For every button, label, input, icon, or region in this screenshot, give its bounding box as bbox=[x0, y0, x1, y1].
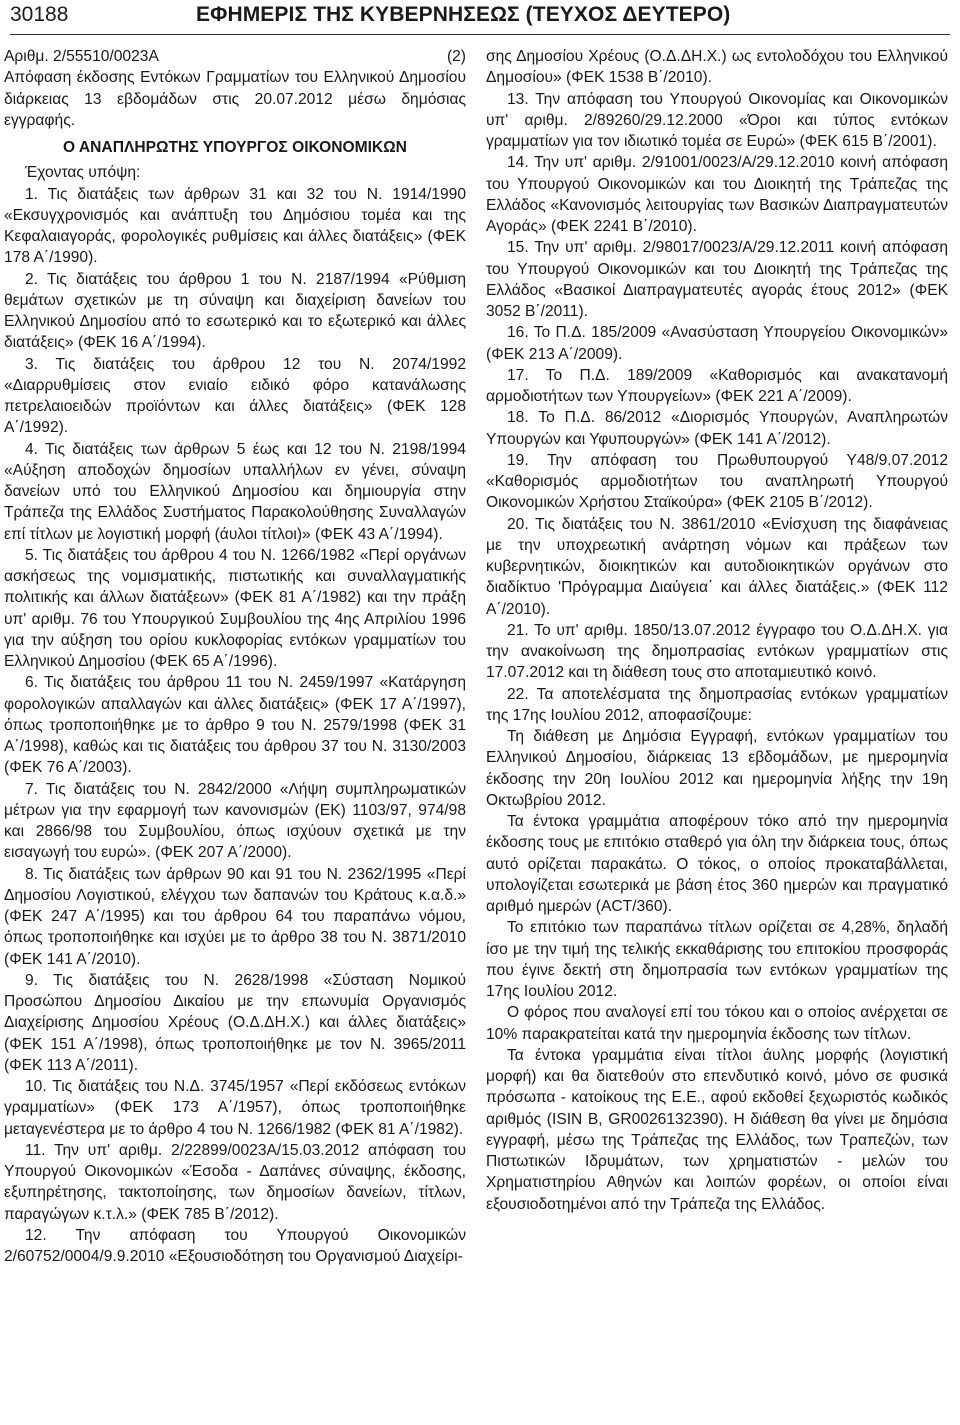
reference-number: Αριθμ. 2/55510/0023Α bbox=[4, 48, 159, 65]
legal-basis-item: 10. Τις διατάξεις του Ν.Δ. 3745/1957 «Περί εκδόσεως εντόκων γραμματίων» (ΦΕΚ 173 Α΄/1957), όπως τροποποιήθηκε μεταγενέστερα με το άρθρο 4 του Ν. 1266/1982 (ΦΕΚ 81 Α΄/1982). bbox=[4, 1078, 466, 1138]
legal-basis-item: 4. Τις διατάξεις των άρθρων 5 έως και 12 του Ν. 2198/1994 «Αύξηση αποδοχών δημοσίων υπαλλήλων εν γένει, σύναψη δανείων υπό του Ελληνικού Δημοσίου και δημιουργία στην Τράπεζα της Ελλάδος Συστήματος Παρακολούθησης Συναλλαγών επί τίτλων με λογιστική μορφή (άυλοι τίτλοι)» (ΦΕΚ 43 Α΄/1994). bbox=[4, 440, 466, 543]
issuing-authority: Ο ΑΝΑΠΛΗΡΩΤΗΣ ΥΠΟΥΡΓΟΣ ΟΙΚΟΝΟΜΙΚΩΝ bbox=[63, 139, 407, 156]
legal-basis-item: 1. Τις διατάξεις των άρθρων 31 και 32 του Ν. 1914/1990 «Εκσυγχρονισμός και ανάπτυξη του Δημόσιου τομέα και της Κεφαλαιαγοράς, φορολογικές ρυθμίσεις και άλλες διατάξεις» (ΦΕΚ 178 Α΄/1990). bbox=[4, 185, 466, 267]
decision-paragraph: Το επιτόκιο των παραπάνω τίτλων ορίζεται σε 4,28%, δηλαδή ίσο με την τιμή της τελικής εκκαθάρισης του επιτοκίου προσφοράς που έγινε δεκτή στη δημοπρασία των εντόκων γραμματίων της 17ης Ιουλίου 2012. bbox=[486, 919, 948, 1000]
decision-paragraph: Τη διάθεση με Δημόσια Εγγραφή, εντόκων γραμματίων του Ελληνικού Δημοσίου, διάρκειας 13 εβδομάδων, με ημερομηνία έκδοσης την 20η Ιουλίου 2012 και ημερομηνία λήξης την 19η Οκτωβρίου 2012. bbox=[486, 728, 948, 809]
legal-basis-item: 14. Την υπ' αριθμ. 2/91001/0023/Α/29.12.2010 κοινή απόφαση του Υπουργού Οικονομικών και του Διοικητή της Τράπεζας της Ελλάδος «Κανονισμός λειτουργίας των Βασικών Διαπραγματευτών Αγοράς» (ΦΕΚ 2241 Β΄/2010). bbox=[486, 154, 948, 235]
continued-paragraph: σης Δημοσίου Χρέους (Ο.Δ.ΔΗ.Χ.) ως εντολοδόχου του Ελληνικού Δημοσίου» (ΦΕΚ 1538 Β΄/2010). bbox=[486, 48, 948, 87]
legal-basis-item: 6. Τις διατάξεις του άρθρου 11 του Ν. 2459/1997 «Κατάργηση φορολογικών απαλλαγών και άλλες διατάξεις» (ΦΕΚ 17 Α΄/1997), όπως τροποποιήθηκε με το άρθρο 9 του Ν. 2579/1998 (ΦΕΚ 31 Α΄/1998), καθώς και τις διατάξεις του άρθρου 37 του Ν. 3130/2003 (ΦΕΚ 76 Α΄/2003). bbox=[4, 674, 466, 777]
right-column bbox=[486, 46, 948, 1215]
legal-basis-item: 11. Την υπ' αριθμ. 2/22899/0023Α/15.03.2012 απόφαση του Υπουργού Οικονομικών «Έσοδα - Δαπάνες σύναψης, έκδοσης, εξυπηρέτησης, τακτοποίησης, των δημοσίων δανείων, τίτλων, παραγώγων κ.τ.λ.» (ΦΕΚ 785 Β΄/2012). bbox=[4, 1141, 466, 1223]
legal-basis-item: 3. Τις διατάξεις του άρθρου 12 του Ν. 2074/1992 «Διαρρυθμίσεις στον ενιαίο ειδικό φόρο κατανάλωσης πετρελαιοειδών προϊόντων και άλλες διατάξεις» (ΦΕΚ 128 Α΄/1992). bbox=[4, 355, 466, 437]
legal-basis-item: 20. Τις διατάξεις του Ν. 3861/2010 «Ενίσχυση της διαφάνειας με την υποχρεωτική ανάρτηση νόμων και πράξεων των κυβερνητικών, διοικητικών και αυτοδιοικητικών οργάνων στο διαδίκτυο 'Πρόγραμμα Διαύγεια΄ και άλλες διατάξεις.» (ΦΕΚ 112 Α΄/2010). bbox=[486, 515, 948, 618]
legal-basis-item: 15. Την υπ' αριθμ. 2/98017/0023/Α/29.12.2011 κοινή απόφαση του Υπουργού Οικονομικών και του Διοικητή της Τράπεζας της Ελλάδος «Βασικοί Διαπραγματευτές αγοράς έτους 2012» (ΦΕΚ 3052 Β΄/2011). bbox=[486, 239, 948, 320]
legal-basis-item: 21. Το υπ' αριθμ. 1850/13.07.2012 έγγραφο του Ο.Δ.ΔΗ.Χ. για την ανακοίνωση της δημοπρασίας εντόκων γραμματίων στις 17.07.2012 και τη διάθεση τους στο αποταμιευτικό κοινό. bbox=[486, 621, 948, 682]
legal-basis-item: 18. Το Π.Δ. 86/2012 «Διορισμός Υπουργών, Αναπληρωτών Υπουργών και Υφυπουργών» (ΦΕΚ 141 Α΄/2012). bbox=[486, 409, 948, 448]
decision-subject: Απόφαση έκδοσης Εντόκων Γραμματίων του Ελληνικού Δημοσίου διάρκειας 13 εβδομάδων στις 20.07.2012 μέσω δημόσιας εγγραφής. bbox=[4, 69, 466, 129]
gazette-title: ΕΦΗΜΕΡΙΣ ΤΗΣ ΚΥΒΕΡΝΗΣΕΩΣ (ΤΕΥΧΟΣ ΔΕΥΤΕΡΟ) bbox=[196, 3, 731, 26]
legal-basis-item: 13. Την απόφαση του Υπουργού Οικονομίας και Οικονομικών υπ' αριθμ. 2/89260/29.12.2000 «Όροι και τύπος εντόκων γραμματίων για τον ιδιωτικό τομέα σε Ευρώ» (ΦΕΚ 615 Β΄/2001). bbox=[486, 90, 948, 150]
decision-paragraph: Ο φόρος που αναλογεί επί του τόκου και ο οποίος ανέρχεται σε 10% παρακρατείται κατά την ημερομηνία έκδοσης των τίτλων. bbox=[486, 1004, 948, 1043]
legal-basis-item: 8. Τις διατάξεις των άρθρων 90 και 91 του Ν. 2362/1995 «Περί Δημοσίου Λογιστικού, ελέγχου των δαπανών του Κράτους κ.α.δ.» (ΦΕΚ 247 Α΄/1995) και του άρθρου 64 του παραπάνω νόμου, όπως τροποποιήθηκε και ισχύει με το άρθρο 38 του Ν. 3871/2010 (ΦΕΚ 141 Α΄/2010). bbox=[4, 865, 466, 968]
legal-basis-item: 16. Το Π.Δ. 185/2009 «Ανασύσταση Υπουργείου Οικονομικών» (ΦΕΚ 213 Α΄/2009). bbox=[486, 324, 948, 363]
left-column bbox=[4, 46, 466, 1267]
legal-basis-item: 2. Τις διατάξεις του άρθρου 1 του Ν. 2187/1994 «Ρύθμιση θεμάτων σχετικών με τη σύναψη και διαχείριση δανείων του Ελληνικού Δημοσίου από το εσωτερικό και το εξωτερικό και άλλες διατάξεις» (ΦΕΚ 16 Α΄/1994). bbox=[4, 270, 466, 352]
legal-basis-item: 17. Το Π.Δ. 189/2009 «Καθορισμός και ανακατανομή αρμοδιοτήτων των Υπουργείων» (ΦΕΚ 221 Α΄/2009). bbox=[486, 366, 948, 405]
header-divider bbox=[10, 34, 950, 35]
legal-basis-item: 9. Τις διατάξεις του Ν. 2628/1998 «Σύσταση Νομικού Προσώπου Δημοσίου Δικαίου με την επωνυμία Οργανισμός Διαχείρισης Δημοσίου Χρέους (Ο.Δ.ΔΗ.Χ.) και άλλες διατάξεις» (ΦΕΚ 151 Α΄/1998), όπως τροποποιήθηκε με τον Ν. 3965/2011 (ΦΕΚ 113 Α΄/2011). bbox=[4, 971, 466, 1074]
legal-basis-item: 22. Τα αποτελέσματα της δημοπρασίας εντόκων γραμματίων της 17ης Ιουλίου 2012, αποφασίζουμε: bbox=[486, 685, 948, 724]
page-number: 30188 bbox=[10, 3, 69, 26]
page-header bbox=[10, 0, 950, 34]
having-regard: Έχοντας υπόψη: bbox=[25, 164, 141, 182]
legal-basis-item: 19. Την απόφαση του Πρωθυπουργού Υ48/9.07.2012 «Καθορισμός αρμοδιοτήτων του αναπληρωτή Υπουργού Οικονομικών Χρήστου Σταϊκούρα» (ΦΕΚ 2105 Β΄/2012). bbox=[486, 451, 948, 512]
decision-paragraph: Τα έντοκα γραμμάτια αποφέρουν τόκο από την ημερομηνία έκδοσης τους με επιτόκιο σταθερό για όλη την διάρκεια τους, όπως αυτό ορίζεται παρακάτω. Ο τόκος, ο οποίος προκαταβάλλεται, υπολογίζεται εσωτερικά με βάση έτος 360 ημερών και πραγματικό αριθμό ημερών (ACT/360). bbox=[486, 813, 948, 915]
legal-basis-item: 12. Την απόφαση του Υπουργού Οικονομικών 2/60752/0004/9.9.2010 «Εξουσιοδότηση του Οργανισμού Διαχείρι- bbox=[4, 1226, 466, 1265]
decision-paragraph: Τα έντοκα γραμμάτια είναι τίτλοι άυλης μορφής (λογιστική μορφή) και θα διατεθούν στο επενδυτικό κοινό, μόνο σε φυσικά πρόσωπα - κατοίκους της Ε.Ε., αφού εκδοθεί ξεχωριστός κωδικός αριθμός (ISIN B, GR0026132390). Η διάθεση θα γίνει με δημόσια εγγραφή, μέσω της Τράπεζας της Ελλάδος, των Τραπεζών, των Πιστωτικών Ιδρυμάτων, των χρηματιστών - μελών του Χρηματιστηρίου Αθηνών και λοιπών φορέων, οι οποίοι είναι εξουσιοδοτημένοι από την Τράπεζα της Ελλάδος. bbox=[486, 1046, 948, 1213]
decision-reference bbox=[4, 46, 466, 67]
legal-basis-item: 7. Τις διατάξεις του Ν. 2842/2000 «Λήψη συμπληρωματικών μέτρων για την εφαρμογή των κανονισμών (ΕΚ) 1103/97, 974/98 και 2866/98 του Συμβουλίου, όπως ισχύουν σχετικά με την εισαγωγή του ευρώ». (ΦΕΚ 207 Α΄/2000). bbox=[4, 780, 466, 862]
reference-index: (2) bbox=[446, 48, 466, 65]
legal-basis-item: 5. Τις διατάξεις του άρθρου 4 του Ν. 1266/1982 «Περί οργάνων ασκήσεως της νομισματικής, πιστωτικής και συναλλαγματικής πολιτικής και άλλων διατάξεων» (ΦΕΚ 81 Α΄/1982) και την πράξη υπ' αριθμ. 76 του Υπουργικού Συμβουλίου της 4ης Απριλίου 1996 για την αύξηση του ορίου κυκλοφορίας εντόκων γραμματίων του Ελληνικού Δημοσίου (ΦΕΚ 65 Α΄/1996). bbox=[4, 546, 466, 670]
